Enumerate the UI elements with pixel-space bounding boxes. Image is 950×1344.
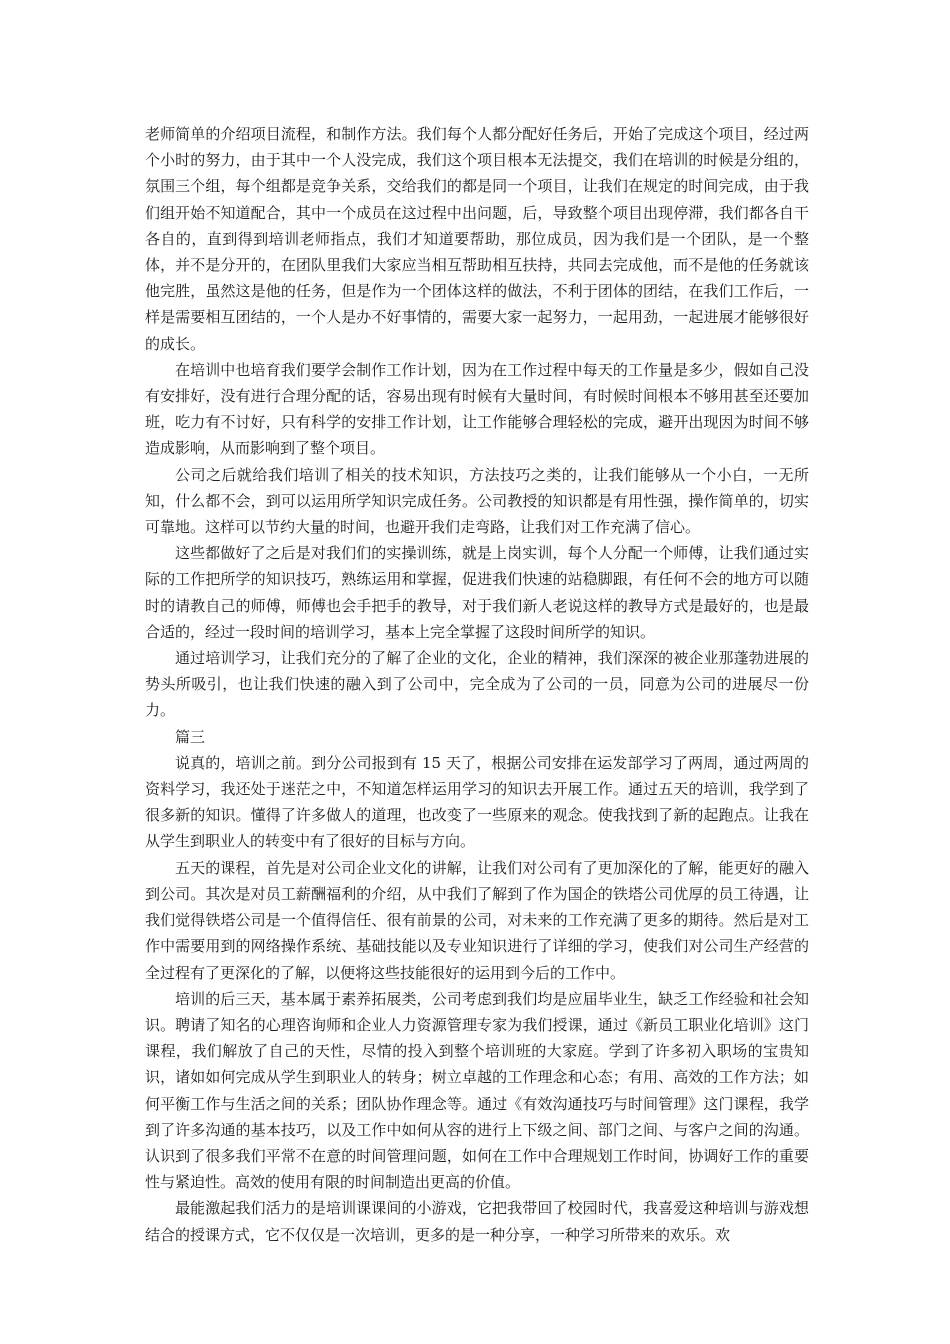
section-heading: 篇三	[175, 727, 206, 746]
document-body	[145, 121, 809, 1248]
section-paragraph-3: 培训的后三天，基本属于素养拓展类，公司考虑到我们均是应届毕业生，缺乏工作经验和社会知识。聘请了知名的心理咨询师和企业人力资源管理专家为我们授课，通过《新员工职业化培训》这门课程，我们解放了自己的天性，尽情的投入到整个培训班的大家庭。学到了许多初入职场的宝贵知识，诸如如何完成从学生到职业人的转身；树立卓越的工作理念和心态；有用、高效的工作方法；如何平衡工作与生活之间的关系；团队协作理念等。通过《有效沟通技巧与时间管理》这门课程，我学到了许多沟通的基本技巧，以及工作中如何从容的进行上下级之间、部门之间、与客户之间的沟通。认识到了很多我们平常不在意的时间管理问题，如何在工作中合理规划工作时间，协调好工作的重要性与紧迫性。高效的使用有限的时间制造出更高的价值。	[145, 989, 809, 1192]
section-paragraph-2: 五天的课程，首先是对公司企业文化的讲解，让我们对公司有了更加深化的了解，能更好的融入到公司。其次是对员工薪酬福利的介绍，从中我们了解到了作为国企的铁塔公司优厚的员工待遇，让我们觉得铁塔公司是一个值得信任、很有前景的公司，对未来的工作充满了更多的期待。然后是对工作中需要用到的网络操作系统、基础技能以及专业知识进行了详细的学习，使我们对公司生产经营的全过程有了更深化的了解，以便将这些技能很好的运用到今后的工作中。	[145, 858, 809, 982]
paragraph-2: 在培训中也培育我们要学会制作工作计划，因为在工作过程中每天的工作量是多少，假如自己没有安排好，没有进行合理分配的话，容易出现有时候有大量时间，有时候时间根本不够用甚至还要加班，吃力有不讨好，只有科学的安排工作计划，让工作能够合理轻松的完成，避开出现因为时间不够造成影响，从而影响到了整个项目。	[145, 360, 809, 458]
paragraph-3: 公司之后就给我们培训了相关的技术知识，方法技巧之类的，让我们能够从一个小白，一无所知，什么都不会，到可以运用所学知识完成任务。公司教授的知识都是有用性强，操作简单的，切实可靠地。这样可以节约大量的时间，也避开我们走弯路，让我们对工作充满了信心。	[145, 465, 809, 537]
paragraph-4: 这些都做好了之后是对我们们的实操训练，就是上岗实训，每个人分配一个师傅，让我们通过实际的工作把所学的知识技巧，熟练运用和掌握，促进我们快速的站稳脚跟，有任何不会的地方可以随时的请教自己的师傅，师傅也会手把手的教导，对于我们新人老说这样的教导方式是最好的，也是最合适的，经过一段时间的培训学习，基本上完全掌握了这段时间所学的知识。	[145, 544, 809, 641]
paragraph-1: 老师简单的介绍项目流程，和制作方法。我们每个人都分配好任务后，开始了完成这个项目，经过两个小时的努力，由于其中一个人没完成，我们这个项目根本无法提交，我们在培训的时候是分组的，氛围三个组，每个组都是竞争关系，交给我们的都是同一个项目，让我们在规定的时间完成，由于我们组开始不知道配合，其中一个成员在这过程中出问题，后，导致整个项目出现停滞，我们都各自干各自的，直到得到培训老师指点，我们才知道要帮助，那位成员，因为我们是一个团队，是一个整体，并不是分开的，在团队里我们大家应当相互帮助相互扶持，共同去完成他，而不是他的任务就该他完胜，虽然这是他的任务，但是作为一个团体这样的做法，不利于团体的团结，在我们工作后，一样是需要相互团结的，一个人是办不好事情的，需要大家一起努力，一起用劲，一起进展才能够很好的成长。	[145, 125, 809, 353]
section-paragraph-4: 最能激起我们活力的是培训课课间的小游戏，它把我带回了校园时代，我喜爱这种培训与游戏想结合的授课方式，它不仅仅是一次培训，更多的是一种分享，一种学习所带来的欢乐。欢	[145, 1199, 809, 1244]
paragraph-5: 通过培训学习，让我们充分的了解了企业的文化，企业的精神，我们深深的被企业那蓬勃进展的势头所吸引，也让我们快速的融入到了公司中，完全成为了公司的一员，同意为公司的进展尽一份力。	[145, 649, 809, 720]
section-paragraph-1: 说真的，培训之前。到分公司报到有 15 天了，根据公司安排在运发部学习了两周，通过两周的资料学习，我还处于迷茫之中，不知道怎样运用学习的知识去开展工作。通过五天的培训，我学到了很多新的知识。懂得了许多做人的道理，也改变了一些原来的观念。使我找到了新的起跑点。让我在从学生到职业人的转变中有了很好的目标与方向。	[145, 753, 809, 851]
